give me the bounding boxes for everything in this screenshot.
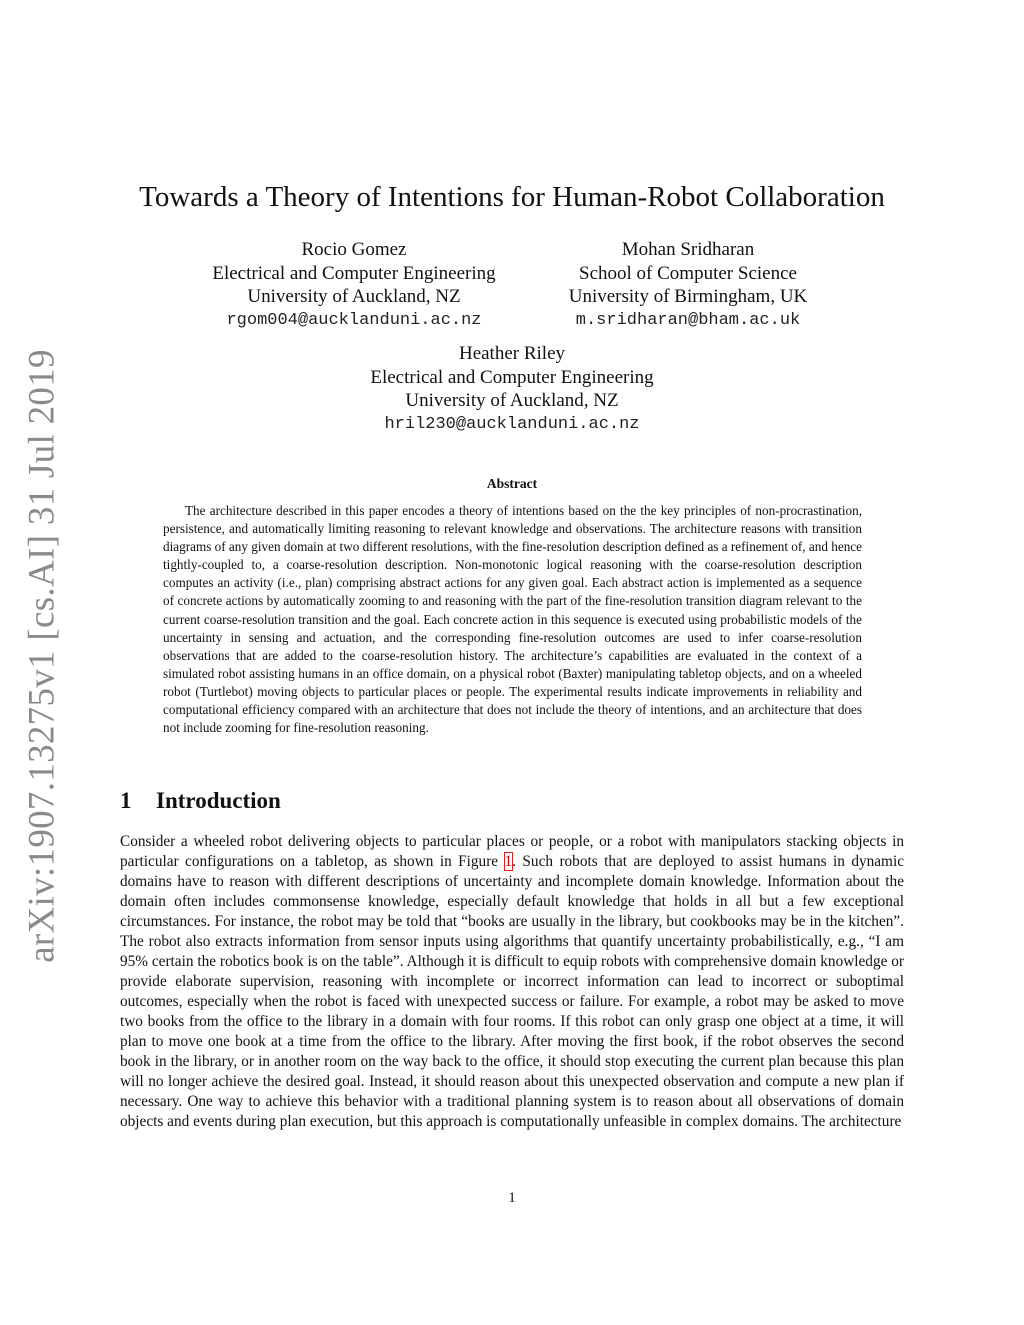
paper-title: Towards a Theory of Intentions for Human-Robot Collaboration — [139, 181, 885, 213]
arxiv-identifier-stamp: arXiv:1907.13275v1 [cs.AI] 31 Jul 2019 — [21, 349, 63, 963]
author-email: hril230@aucklanduni.ac.nz — [384, 414, 640, 434]
abstract-text: The architecture described in this paper encodes a theory of intentions based on the the key principles of non-procrastination, persistence, and automatically limiting reasoning to relevant knowledge and observations. The architecture reasons with transition diagrams of any given domain at two different resolutions, with the fine-resolution description defined as a refinement of, and hence tightly-coupled to, a coarse-resolution description. Non-monotonic logical reasoning with the coarse-resolution description computes an activity (i.e., plan) comprising abstract actions for any given goal. Each abstract action is implemented as a sequence of concrete actions by automatically zooming to and reasoning with the part of the fine-resolution transition diagram relevant to the current coarse-resolution transition and the goal. Each concrete action in this sequence is executed using probabilistic models of the uncertainty in sensing and actuation, and the corresponding fine-resolution outcomes are used to infer coarse-resolution observations that are added to the coarse-resolution history. The architecture’s capabilities are evaluated in the context of a simulated robot assisting humans in an office domain, on a physical robot (Baxter) manipulating tabletop objects, and on a wheeled robot (Turtlebot) moving objects to particular places or people. The experimental results indicate improvements in reliability and computational efficiency compared with an architecture that does not include the theory of intentions, and an architecture that does not include zooming for fine-resolution reasoning. — [163, 503, 862, 736]
introduction-text-after-ref: . Such robots that are deployed to assist humans in dynamic domains have to reason with different descriptions of uncertainty and incomplete domain knowledge. Information about the domain often includes commonsense knowledge, especially default knowledge that holds in all but a few exceptional circumstances. For instance, the robot may be told that “books are usually in the library, but cookbooks may be in the kitchen”. The robot also extracts information from sensor inputs using algorithms that quantify uncertainty probabilistically, e.g., “I am 95% certain the robotics book is on the table”. Although it is difficult to equip robots with comprehensive domain knowledge or provide elaborate supervision, reasoning with incomplete or incorrect information can lead to incorrect or suboptimal outcomes, especially when the robot is faced with unexpected success or failure. For example, a robot may be asked to move two books from the office to the library in a domain with four rooms. If this robot can only grasp one object at a time, it will plan to move one book at a time from the office to the library. After moving the first book, if the robot observes the second book in the library, or in another room on the way back to the office, it should stop executing the current plan because this plan will no longer achieve the desired goal. Instead, it should reason about this unexpected observation and compute a new plan if necessary. One way to achieve this behavior with a traditional planning system is to reason about all observations of domain objects and events during plan execution, but this approach is computationally unfeasible in complex domains. The architecture — [120, 853, 904, 1130]
author-department: School of Computer Science — [579, 262, 797, 284]
section-title: Introduction — [156, 788, 281, 813]
page-number: 1 — [508, 1190, 516, 1206]
author-email: rgom004@aucklanduni.ac.nz — [226, 310, 482, 330]
section-heading — [120, 788, 281, 814]
abstract-heading: Abstract — [486, 476, 538, 491]
author-department: Electrical and Computer Engineering — [370, 366, 654, 388]
figure-reference-link[interactable]: 1 — [504, 853, 513, 870]
introduction-paragraph — [120, 832, 904, 1132]
author-name: Mohan Sridharan — [621, 239, 755, 260]
author-department: Electrical and Computer Engineering — [212, 262, 496, 284]
author-affiliation: University of Birmingham, UK — [568, 286, 808, 307]
author-affiliation: University of Auckland, NZ — [405, 390, 619, 411]
introduction-text-before-ref: Consider a wheeled robot delivering objects to particular places or people, or a robot with manipulators stacking objects in particular configurations on a tabletop, as shown in Figure — [120, 833, 904, 870]
author-block-3 — [352, 342, 672, 436]
author-block-1 — [196, 238, 512, 332]
author-email: m.sridharan@bham.ac.uk — [575, 310, 801, 330]
author-name: Rocio Gomez — [301, 239, 407, 260]
author-affiliation: University of Auckland, NZ — [247, 286, 461, 307]
section-number: 1 — [120, 788, 132, 813]
author-name: Heather Riley — [458, 343, 566, 364]
author-block-2 — [548, 238, 828, 332]
